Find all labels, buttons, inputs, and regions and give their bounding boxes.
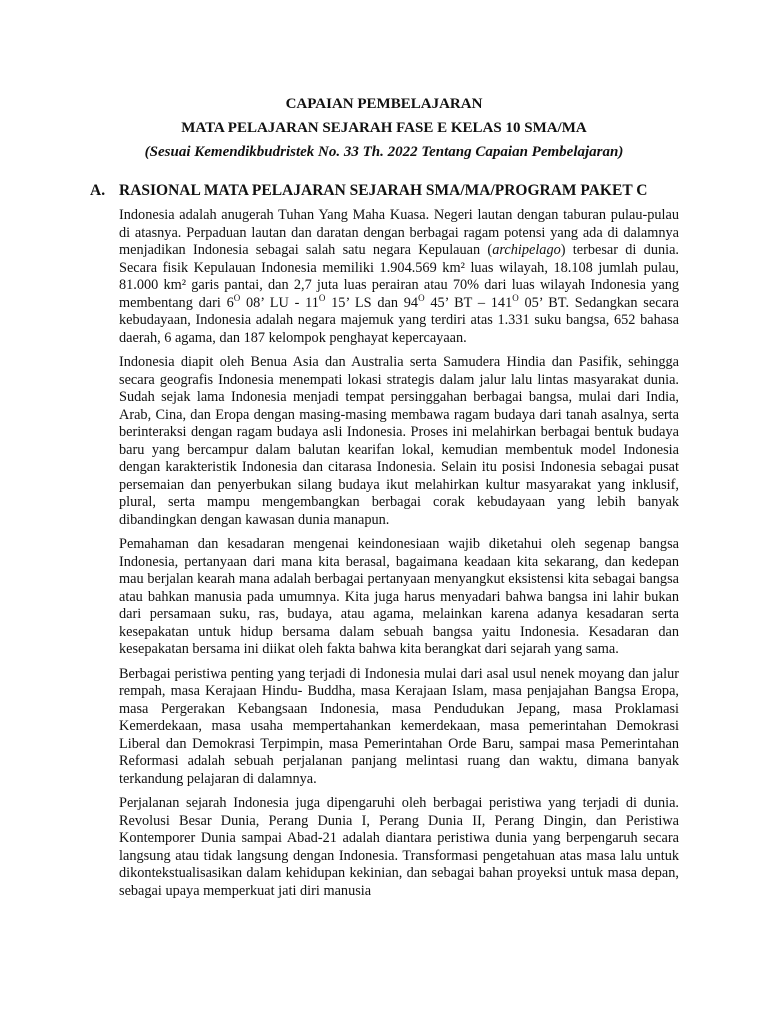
section-a-heading <box>90 180 690 202</box>
paragraph-1-part-b: ) terbesar di dunia. Secara fisik Kepulauan Indonesia memiliki 1.904.569 km² luas wilayah, 18.108 jumlah pulau, 81.000 km² garis pantai, dan 2,7 juta luas perairan atau 70% dari luas wilayah Indonesia yang membentang dari 6 <box>119 242 680 311</box>
paragraph-1-part-f: 05’ BT. Sedangkan secara kebudayaan, Indonesia adalah negara majemuk yang terdiri atas 1.331 suku bangsa, 652 bahasa daerah, 6 agama, dan 187 kelompok penghayat kepercayaan. <box>119 294 679 346</box>
paragraph-2: Indonesia diapit oleh Benua Asia dan Australia serta Samudera Hindia dan Pasifik, sehingga secara geografis Indonesia menempati lokasi strategis dalam jalur lalu lintas masyarakat dunia. Sudah sejak lama Indonesia menjadi tempat persinggahan berbagai bangsa, mulai dari India, Arab, Cina, dan Eropa dengan masing-masing membawa ragam budaya dari tanah asalnya, serta berinteraksi dengan ragam budaya asli Indonesia. Proses ini melahirkan berbagai bentuk budaya baru yang bercampur dalam balutan kearifan lokal, kemudian membentuk model Indonesia dengan karakteristik Indonesia dan citarasa Indonesia. Selain itu posisi Indonesia sebagai pusat persemaian dan penyerbukan silang budaya ikut melahirkan kultur masyarakat yang inklusif, plural, serta mampu mengembangkan berbagai corak kebudayaan yang lebih banyak dibandingkan dengan kawasan dunia manapun. <box>119 354 679 528</box>
degree-mark: O <box>418 292 425 303</box>
section-a-letter: A. <box>90 182 106 199</box>
paragraph-3: Pemahaman dan kesadaran mengenai keindonesiaan wajib diketahui oleh segenap bangsa Indonesia, pertanyaan dari mana kita berasal, bagaimana keadaan kita sekarang, dan kedepan mau berjalan kearah mana adalah berbagai pertanyaan menyangkut eksistensi kita sebagai bangsa atau bahkan manusia pada umumnya. Kita juga harus menyadari bahwa bangsa ini lahir bukan dari persamaan suku, ras, budaya, atau agama, melainkan karena adanya kesadaran serta kesepakatan untuk hidup bersama dalam sebuah bangsa yaitu Indonesia. Kesadaran dan kesepakatan bersama ini diikat oleh fakta bahwa kita berangkat dari sejarah yang sama. <box>119 536 679 657</box>
section-a-body <box>119 207 679 907</box>
document-reference: (Sesuai Kemendikbudristek No. 33 Th. 2022 Tentang Capaian Pembelajaran) <box>144 144 624 160</box>
paragraph-1-part-e: 45’ BT – 141 <box>424 294 513 311</box>
document-title-block <box>0 92 768 164</box>
paragraph-1-term: archipelago <box>492 242 561 258</box>
paragraph-1 <box>119 207 679 347</box>
paragraph-1-part-d: 15’ LS dan 94 <box>325 294 419 311</box>
paragraph-1-part-c: 08’ LU - 11 <box>240 294 319 311</box>
section-a-title: RASIONAL MATA PELAJARAN SEJARAH SMA/MA/PROGRAM PAKET C <box>119 182 648 199</box>
paragraph-5: Perjalanan sejarah Indonesia juga dipengaruhi oleh berbagai peristiwa yang terjadi di dunia. Revolusi Besar Dunia, Perang Dunia I, Perang Dunia II, Perang Dingin, dan Peristiwa Kontemporer Dunia sampai Abad-21 adalah diantara peristiwa dunia yang berpengaruh secara langsung atau tidak langsung dengan Indonesia. Transformasi pengetahuan atas masa lalu untuk dikontekstualisasikan dalam kehidupan kekinian, dan sebagai bahan proyeksi untuk masa depan, sebagai upaya memperkuat jati diri manusia <box>119 795 679 899</box>
degree-mark: O <box>512 292 519 303</box>
degree-mark: O <box>233 292 241 303</box>
paragraph-1-part-a: Indonesia adalah anugerah Tuhan Yang Maha Kuasa. Negeri lautan dengan taburan pulau-pulau di atasnya. Perpaduan lautan dan daratan dengan berbagai ragam potensi yang ada di dalamnya menjadikan Indonesia sebagai salah satu negara Kepulauan ( <box>119 207 679 258</box>
document-subtitle: MATA PELAJARAN SEJARAH FASE E KELAS 10 SMA/MA <box>181 120 587 136</box>
document-title: CAPAIAN PEMBELAJARAN <box>285 96 483 112</box>
degree-mark: O <box>318 292 326 303</box>
paragraph-4: Berbagai peristiwa penting yang terjadi di Indonesia mulai dari asal usul nenek moyang dan jalur rempah, masa Kerajaan Hindu- Buddha, masa Kerajaan Islam, masa penjajahan Bangsa Eropa, masa Pergerakan Kebangsaan Indonesia, masa Pendudukan Jepang, masa Proklamasi Kemerdekaan, masa usaha mempertahankan kemerdekaan, masa pemerintahan Demokrasi Liberal dan Demokrasi Terpimpin, masa Pemerintahan Orde Baru, sampai masa Pemerintahan Reformasi adalah sebuah perjalanan panjang melintasi ruang dan waktu, dimana banyak terkandung pelajaran di dalamnya. <box>119 665 679 787</box>
